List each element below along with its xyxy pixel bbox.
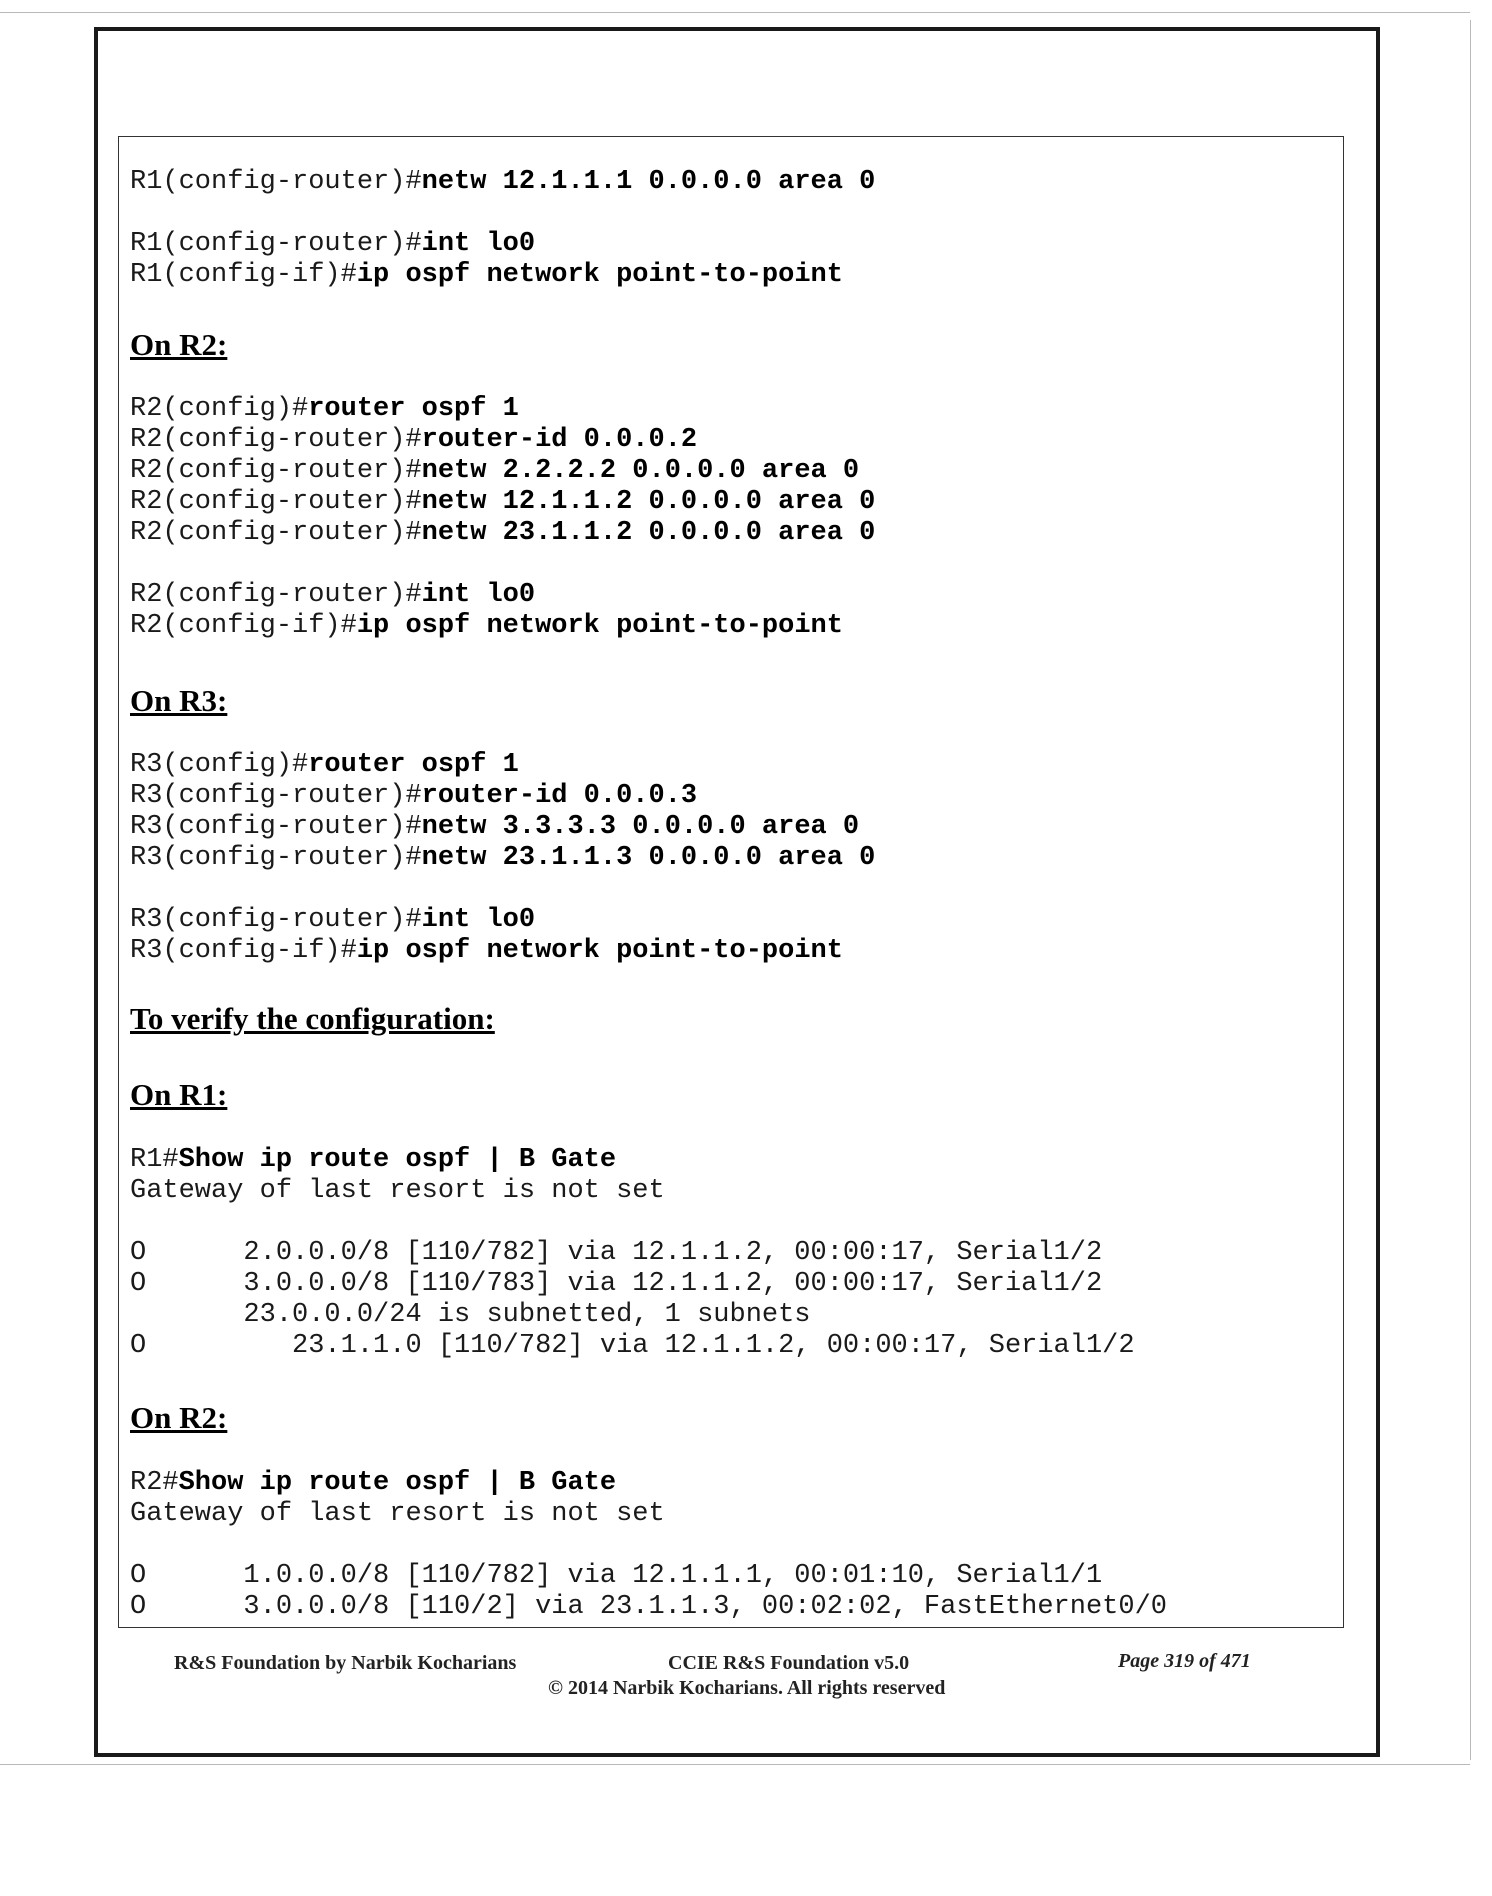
code-line: R1(config-router)#netw 12.1.1.1 0.0.0.0 area 0	[130, 167, 876, 197]
code-line: R2(config-if)#ip ospf network point-to-point	[130, 611, 843, 641]
code-line: R3(config-if)#ip ospf network point-to-point	[130, 936, 843, 966]
scan-edge-bottom	[0, 1764, 1470, 1765]
content-box	[118, 136, 1344, 1628]
output-line: Gateway of last resort is not set	[130, 1499, 665, 1529]
code-line: R2(config)#router ospf 1	[130, 394, 519, 424]
code-line: R3(config-router)#netw 3.3.3.3 0.0.0.0 area 0	[130, 812, 860, 842]
scan-edge-right	[1470, 20, 1471, 1760]
code-line: R2(config-router)#netw 12.1.1.2 0.0.0.0 area 0	[130, 487, 876, 517]
code-line: R3(config-router)#int lo0	[130, 905, 536, 935]
code-line: R3(config-router)#netw 23.1.1.3 0.0.0.0 area 0	[130, 843, 876, 873]
section-heading: On R1:	[130, 1077, 228, 1112]
code-line: R2(config-router)#router-id 0.0.0.2	[130, 425, 698, 455]
code-line: R2(config-router)#netw 23.1.1.2 0.0.0.0 area 0	[130, 518, 876, 548]
footer-page-number: Page 319 of 471	[1118, 1650, 1251, 1672]
section-heading: On R2:	[130, 1400, 228, 1435]
footer-copyright: © 2014 Narbik Kocharians. All rights reserved	[548, 1677, 946, 1699]
scan-edge-top	[0, 12, 1470, 13]
output-line: O 3.0.0.0/8 [110/2] via 23.1.1.3, 00:02:02, FastEthernet0/0	[130, 1592, 1167, 1622]
footer-center: CCIE R&S Foundation v5.0	[668, 1652, 910, 1674]
output-line: Gateway of last resort is not set	[130, 1176, 665, 1206]
code-line: R1#Show ip route ospf | B Gate	[130, 1145, 617, 1175]
output-line: O 3.0.0.0/8 [110/783] via 12.1.1.2, 00:00:17, Serial1/2	[130, 1269, 1103, 1299]
section-heading: On R2:	[130, 327, 228, 362]
code-line: R3(config-router)#router-id 0.0.0.3	[130, 781, 698, 811]
section-heading: To verify the configuration:	[130, 1001, 495, 1036]
output-line: O 2.0.0.0/8 [110/782] via 12.1.1.2, 00:00:17, Serial1/2	[130, 1238, 1103, 1268]
section-heading: On R3:	[130, 683, 228, 718]
code-line: R1(config-if)#ip ospf network point-to-point	[130, 260, 843, 290]
code-line: R2#Show ip route ospf | B Gate	[130, 1468, 617, 1498]
code-line: R2(config-router)#int lo0	[130, 580, 536, 610]
output-line: O 23.1.1.0 [110/782] via 12.1.1.2, 00:00:17, Serial1/2	[130, 1331, 1135, 1361]
output-line: 23.0.0.0/24 is subnetted, 1 subnets	[130, 1300, 811, 1330]
footer-left: R&S Foundation by Narbik Kocharians	[174, 1652, 517, 1674]
output-line: O 1.0.0.0/8 [110/782] via 12.1.1.1, 00:01:10, Serial1/1	[130, 1561, 1103, 1591]
code-line: R1(config-router)#int lo0	[130, 229, 536, 259]
code-line: R2(config-router)#netw 2.2.2.2 0.0.0.0 area 0	[130, 456, 860, 486]
code-line: R3(config)#router ospf 1	[130, 750, 519, 780]
